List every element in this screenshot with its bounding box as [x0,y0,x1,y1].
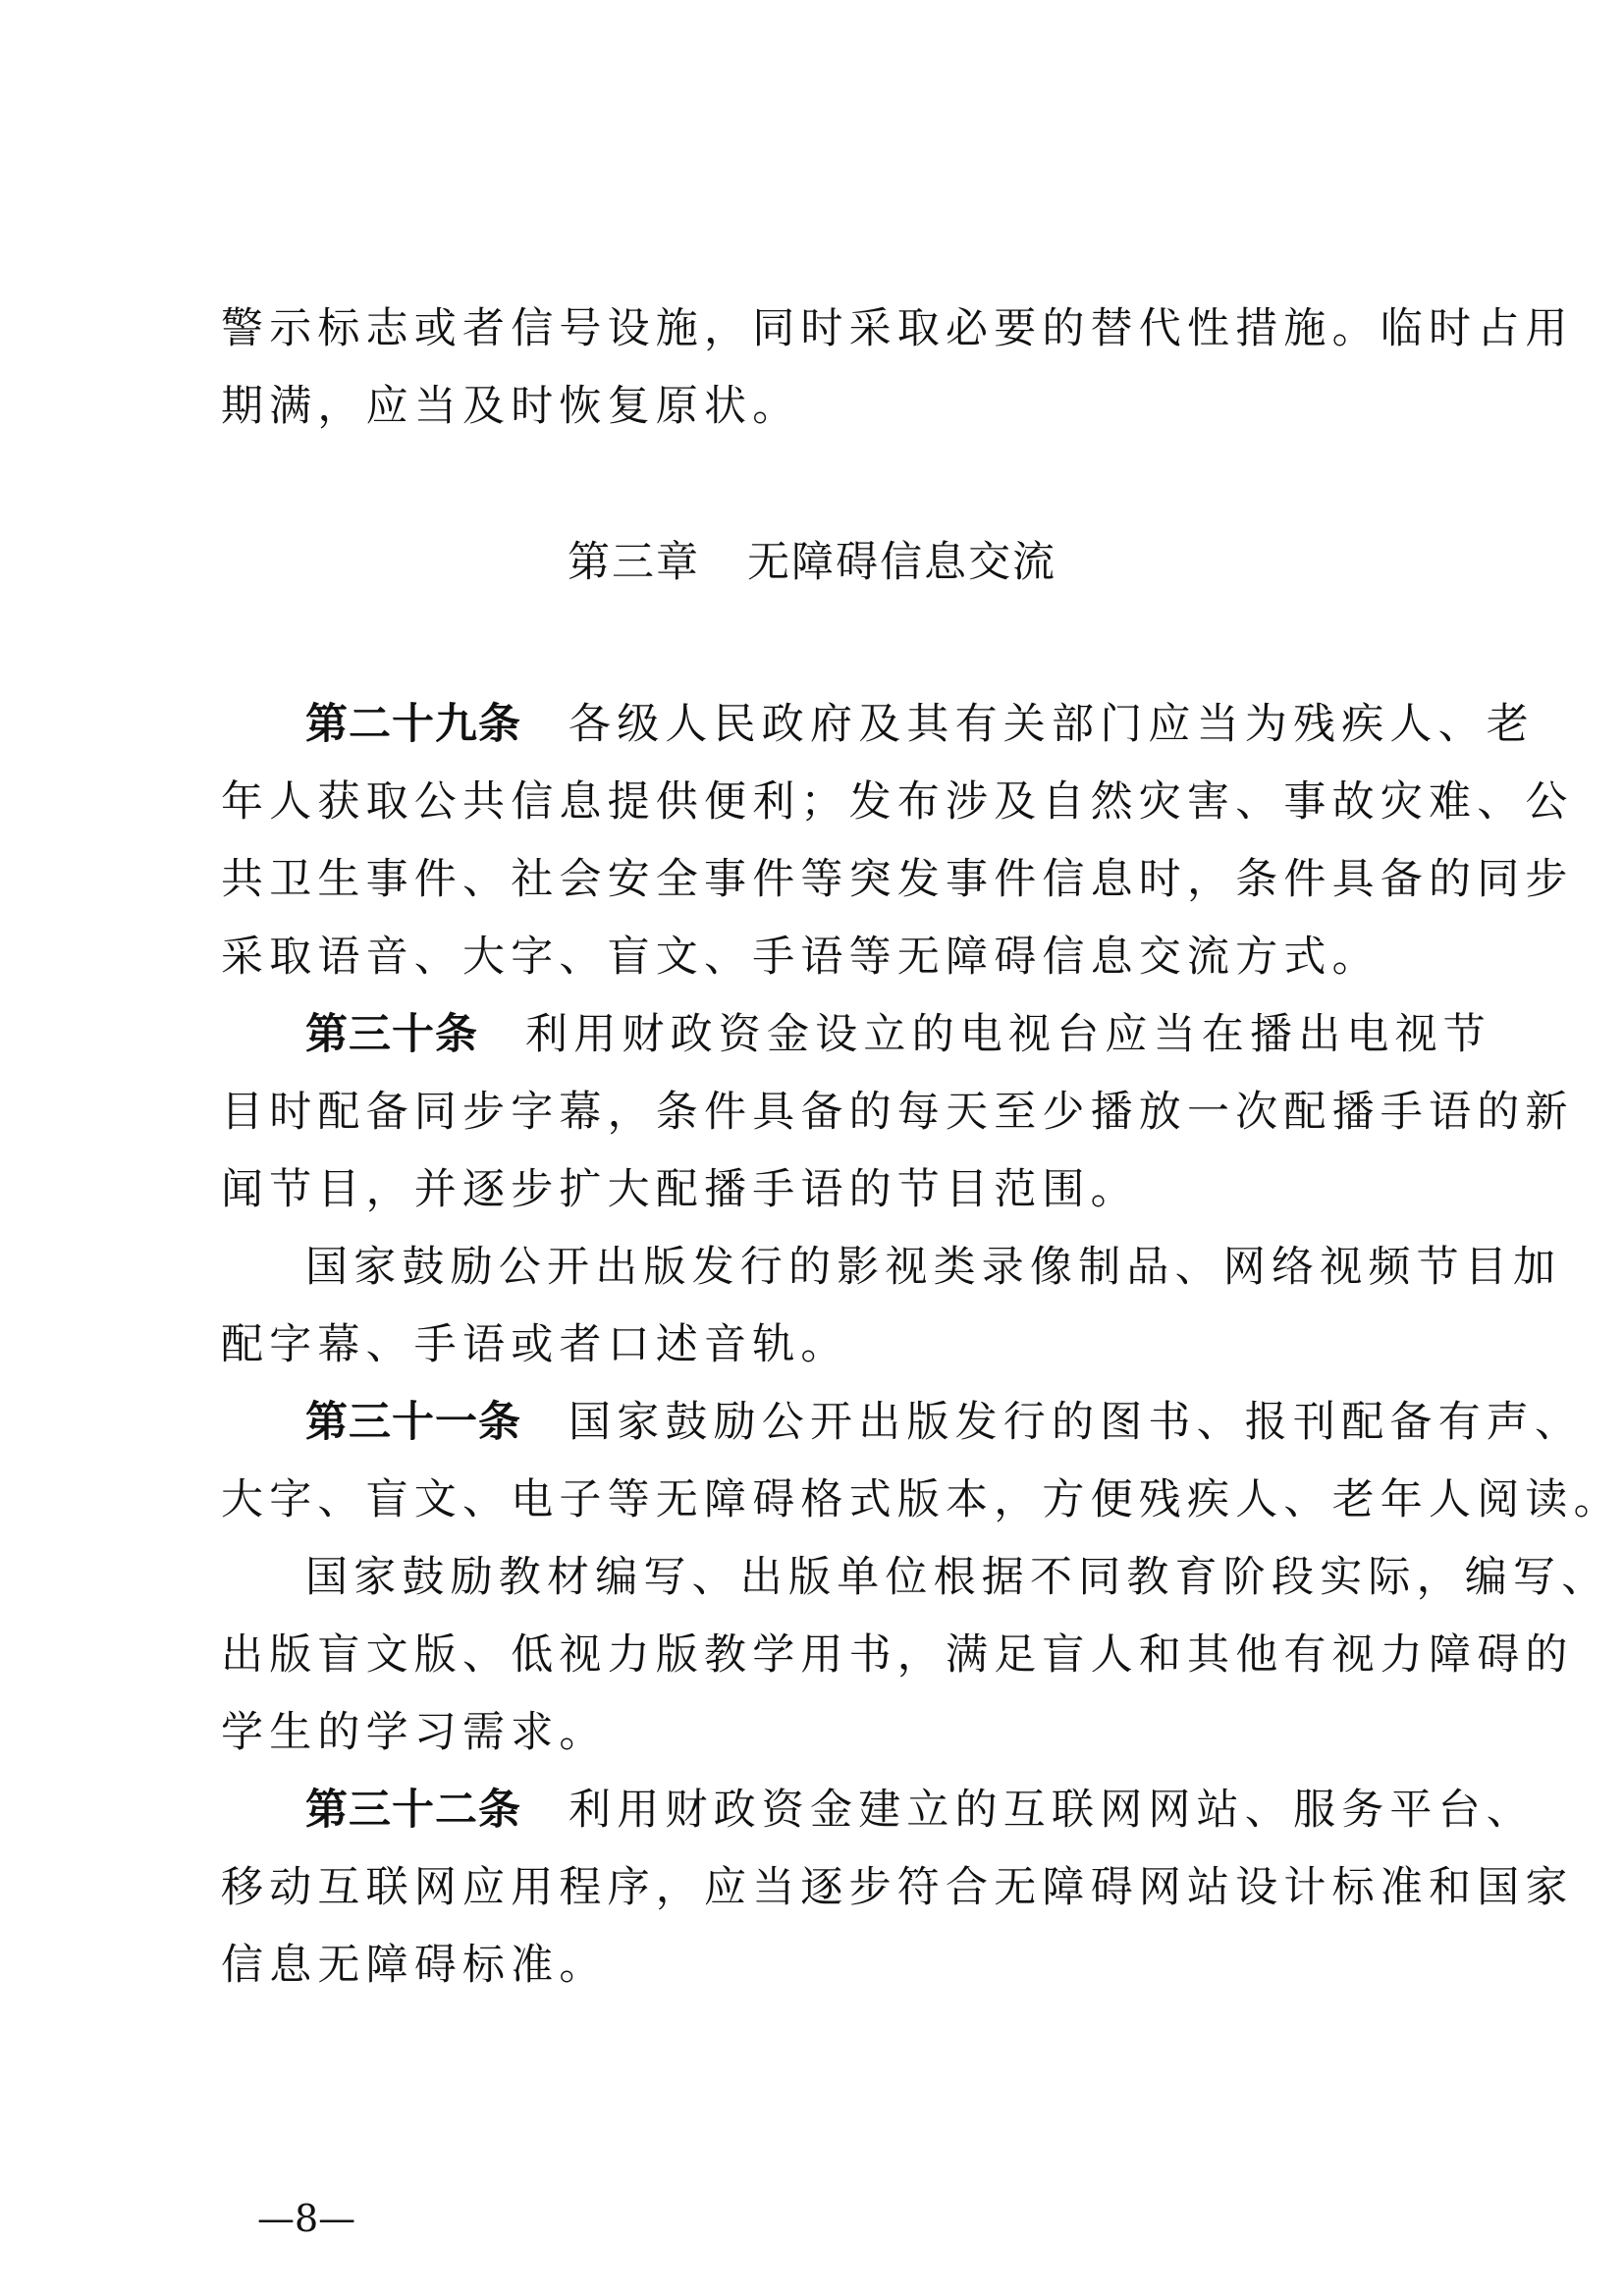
text-line: 目时配备同步字幕，条件具备的每天至少播放一次配播手语的新 [221,1088,1574,1137]
text-line: 出版盲文版、低视力版教学用书，满足盲人和其他有视力障碍的 [221,1630,1574,1680]
text-line: 移动互联网应用程序，应当逐步符合无障碍网站设计标准和国家 [221,1863,1574,1912]
text-line: 大字、盲文、电子等无障碍格式版本，方便残疾人、老年人阅读。 [221,1475,1622,1524]
article-text: 利用财政资金建立的互联网网站、服务平台、 [568,1786,1535,1835]
text-line: 采取语音、大字、盲文、手语等无障碍信息交流方式。 [221,933,1380,982]
text-line: 警示标志或者信号设施，同时采取必要的替代性措施。临时占用 [221,304,1574,353]
text-line: 学生的学习需求。 [221,1708,608,1757]
article-number: 第二十九条 [305,700,521,749]
text-line: 闻节目，并逐步扩大配播手语的节目范围。 [221,1165,1139,1214]
paragraph-first-line: 国家鼓励公开出版发行的影视类录像制品、网络视频节目加 [305,1243,1562,1292]
text-line: 年人获取公共信息提供便利；发布涉及自然灾害、事故灾难、公 [221,777,1574,827]
text-line: 共卫生事件、社会安全事件等突发事件信息时，条件具备的同步 [221,855,1574,904]
chapter-heading [0,533,1624,592]
article-number: 第三十一条 [305,1398,521,1447]
article-first-line [305,1781,1535,1840]
article-first-line [305,695,1535,754]
text-line: 信息无障碍标准。 [221,1941,608,1990]
article-number: 第三十条 [305,1010,478,1059]
article-first-line [305,1393,1584,1452]
page-number: —8— [257,2197,356,2240]
article-number: 第三十二条 [305,1786,521,1835]
text-line: 配字幕、手语或者口述音轨。 [221,1320,849,1369]
paragraph-first-line: 国家鼓励教材编写、出版单位根据不同教育阶段实际，编写、 [305,1553,1610,1602]
chapter-number: 第三章 [568,538,700,587]
article-text: 国家鼓励公开出版发行的图书、报刊配备有声、 [568,1398,1584,1447]
chapter-title: 无障碍信息交流 [747,538,1056,587]
article-text: 各级人民政府及其有关部门应当为残疾人、老 [568,700,1535,749]
text-line: 期满，应当及时恢复原状。 [221,382,801,431]
article-text: 利用财政资金设立的电视台应当在播出电视节 [525,1010,1491,1059]
article-first-line [305,1005,1491,1064]
